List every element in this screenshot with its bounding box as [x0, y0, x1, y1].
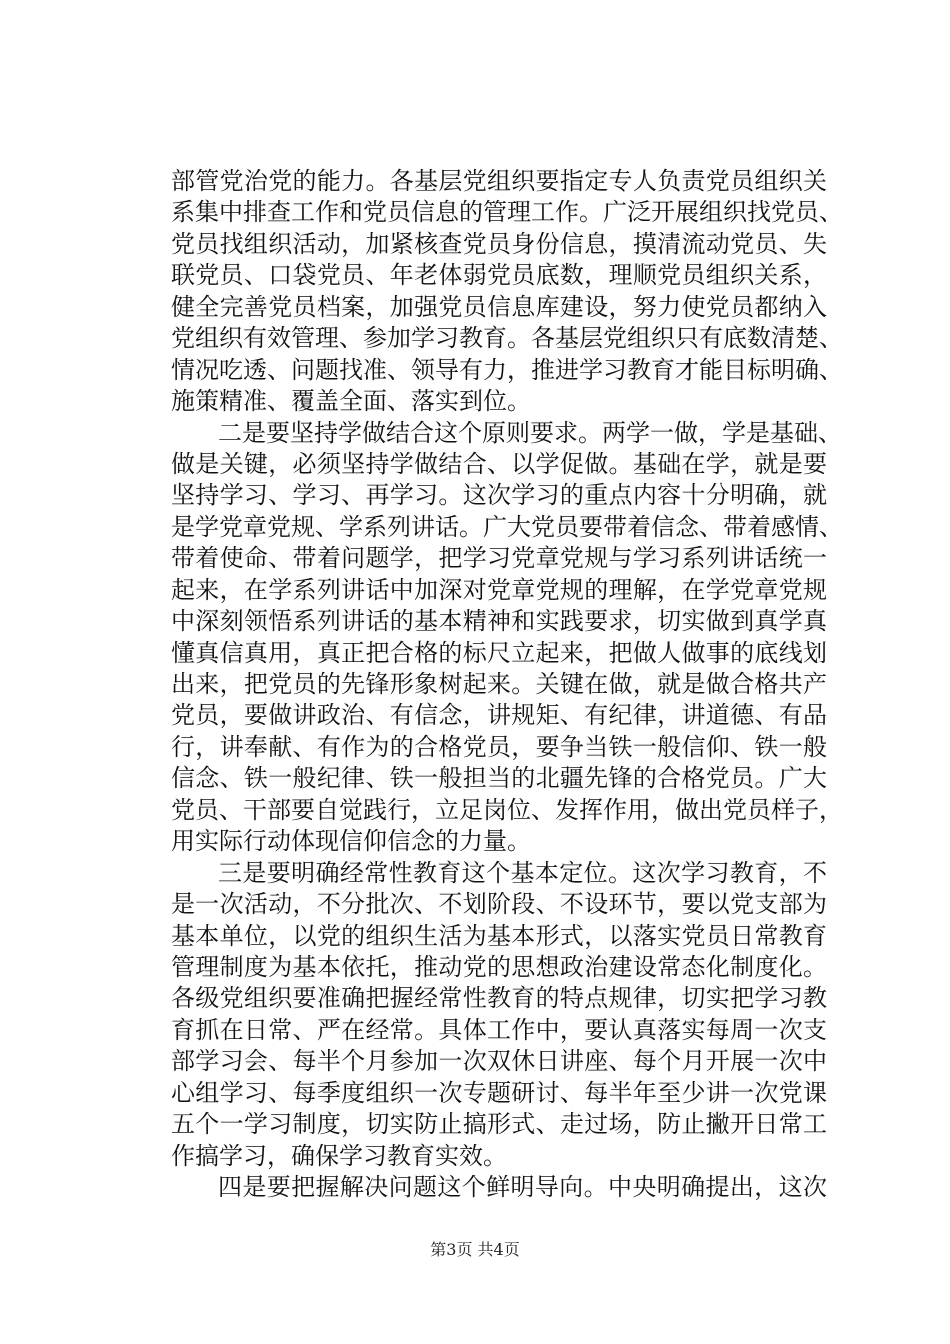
- text-line: 部学习会、每半个月参加一次双休日讲座、每个月开展一次中: [171, 1047, 827, 1076]
- text-line: 五个一学习制度，切实防止搞形式、走过场，防止撇开日常工: [171, 1110, 827, 1139]
- text-line: 懂真信真用，真正把合格的标尺立起来，把做人做事的底线划: [171, 638, 827, 667]
- text-line: 用实际行动体现信仰信念的力量。: [171, 827, 531, 856]
- text-line: 基本单位，以党的组织生活为基本形式，以落实党员日常教育: [171, 921, 827, 950]
- paragraph-first-line: 二是要坚持学做结合这个原则要求。两学一做，学是基础、: [218, 418, 842, 447]
- text-line: 行，讲奉献、有作为的合格党员，要争当铁一般信仰、铁一般: [171, 732, 827, 761]
- text-line: 党员，要做讲政治、有信念，讲规矩、有纪律，讲道德、有品: [171, 701, 827, 730]
- paragraph-first-line: 三是要明确经常性教育这个基本定位。这次学习教育，不: [218, 858, 827, 887]
- text-line: 党组织有效管理、参加学习教育。各基层党组织只有底数清楚、: [171, 324, 843, 353]
- paragraph-first-line: 四是要把握解决问题这个鲜明导向。中央明确提出，这次: [218, 1173, 827, 1201]
- text-line: 中深刻领悟系列讲话的基本精神和实践要求，切实做到真学真: [171, 607, 827, 636]
- text-line: 联党员、口袋党员、年老体弱党员底数，理顺党员组织关系，: [171, 261, 827, 290]
- text-line: 心组学习、每季度组织一次专题研讨、每半年至少讲一次党课: [171, 1078, 827, 1107]
- text-line: 施策精准、覆盖全面、落实到位。: [171, 387, 531, 416]
- page-number-footer: 第3页 共4页: [430, 1240, 520, 1259]
- text-line: 做是关键，必须坚持学做结合、以学促做。基础在学，就是要: [171, 449, 827, 478]
- text-line: 信念、铁一般纪律、铁一般担当的北疆先锋的合格党员。广大: [171, 764, 827, 793]
- text-line: 起来，在学系列讲话中加深对党章党规的理解，在学党章党规: [171, 575, 827, 604]
- text-line: 育抓在日常、严在经常。具体工作中，要认真落实每周一次支: [171, 1015, 827, 1044]
- body-text: [171, 166, 843, 1203]
- text-line: 坚持学习、学习、再学习。这次学习的重点内容十分明确，就: [171, 481, 827, 510]
- text-line: 带着使命、带着问题学，把学习党章党规与学习系列讲话统一: [171, 544, 827, 573]
- text-line: 是学党章党规、学系列讲话。广大党员要带着信念、带着感情、: [171, 512, 843, 541]
- text-line: 作搞学习，确保学习教育实效。: [171, 1141, 507, 1170]
- text-line: 是一次活动，不分批次、不划阶段、不设环节，要以党支部为: [171, 890, 827, 919]
- text-line: 部管党治党的能力。各基层党组织要指定专人负责党员组织关: [171, 167, 827, 195]
- text-line: 出来，把党员的先锋形象树起来。关键在做，就是做合格共产: [171, 670, 827, 698]
- text-line: 系集中排查工作和党员信息的管理工作。广泛开展组织找党员、: [171, 198, 843, 227]
- text-line: 管理制度为基本依托，推动党的思想政治建设常态化制度化。: [171, 952, 827, 981]
- text-line: 各级党组织要准确把握经常性教育的特点规律，切实把学习教: [171, 984, 827, 1013]
- text-line: 党员找组织活动，加紧核查党员身份信息，摸清流动党员、失: [171, 229, 827, 258]
- text-line: 健全完善党员档案，加强党员信息库建设，努力使党员都纳入: [171, 292, 827, 321]
- text-line: 情况吃透、问题找准、领导有力，推进学习教育才能目标明确、: [171, 355, 843, 384]
- text-line: 党员、干部要自觉践行，立足岗位、发挥作用，做出党员样子，: [171, 795, 843, 824]
